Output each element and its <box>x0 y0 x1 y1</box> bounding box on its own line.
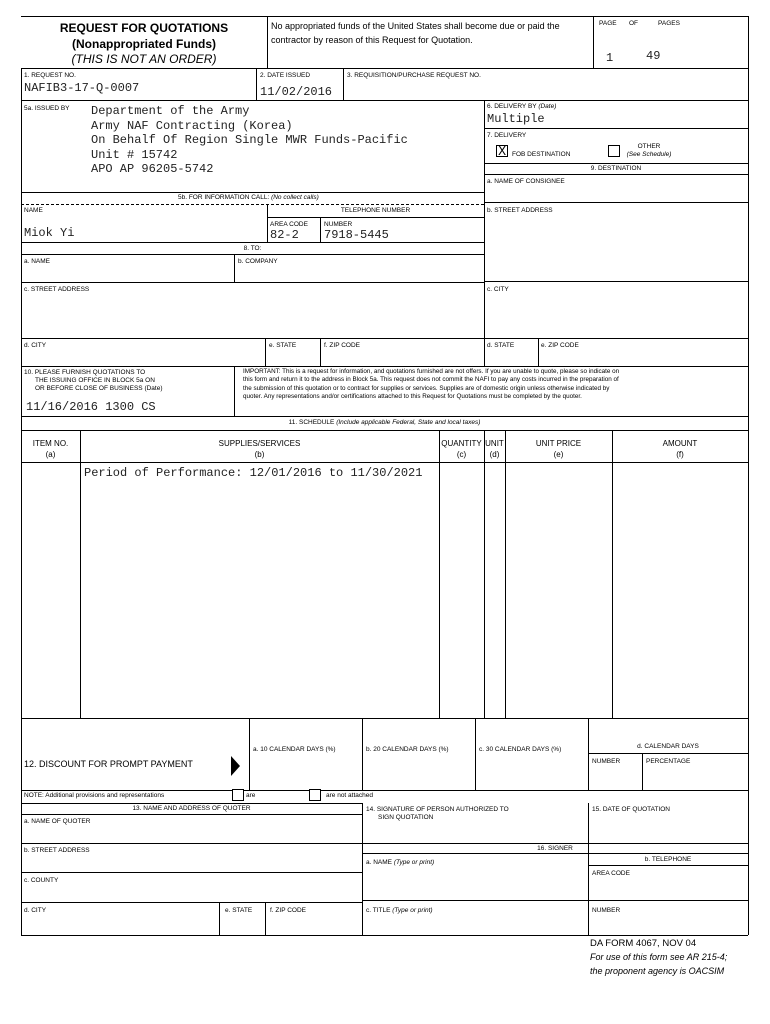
discount-percentage-label: PERCENTAGE <box>646 758 691 765</box>
other-label: OTHER <box>637 143 661 150</box>
col-amount <box>612 438 748 460</box>
schedule-label <box>21 419 748 427</box>
form-subtitle: (Nonappropriated Funds) <box>72 37 216 51</box>
important-notice: IMPORTANT: This is a request for information, and quotations furnished are not offers. If you are unable to quote, please so indicate on this form and return it to the address in Block 5a. This request does not commit the NAFI to pay any costs incurred in the preparation of the submission of this quotation or to contract for supplies or services. Supplies are of domestic origin unless otherwise indicated by quoter. Any representations and/or certifications attached to this Request for Quotations must be completed by the quoter. <box>243 368 620 400</box>
quote-due-date[interactable]: 11/16/2016 1300 CS <box>26 400 156 414</box>
discount-number-label: NUMBER <box>592 758 621 765</box>
discount-10-days-label: a. 10 CALENDAR DAYS (%) <box>253 746 336 753</box>
date-of-quotation-label: 15. DATE OF QUOTATION <box>592 806 671 813</box>
quoter-state-label: e. STATE <box>225 907 253 914</box>
provisions-not-attached-label: are not attached <box>326 792 373 799</box>
furnish-quotes-line: THE ISSUING OFFICE IN BLOCK 5a ON <box>35 377 155 384</box>
col-unit-price <box>505 438 612 460</box>
dest-street-label: b. STREET ADDRESS <box>487 207 553 214</box>
signer-title-label <box>366 907 433 915</box>
schedule-line-item[interactable]: Period of Performance: 12/01/2016 to 11/30/2021 <box>84 466 423 480</box>
signer-title-text: c. TITLE <box>366 907 391 914</box>
provisions-not-attached-checkbox[interactable] <box>309 789 321 801</box>
info-call-text: 5b. FOR INFORMATION CALL: <box>178 194 270 201</box>
col-sub: (c) <box>456 450 467 459</box>
destination-label: 9. DESTINATION <box>590 165 642 172</box>
page-number[interactable]: 1 <box>606 51 614 65</box>
col-title: SUPPLIES/SERVICES <box>218 439 301 448</box>
form-agency-note: the proponent agency is OACSIM <box>590 966 725 976</box>
to-label: 8. TO: <box>243 245 262 252</box>
col-sub: (a) <box>45 450 56 459</box>
area-code-label: AREA CODE <box>270 221 308 228</box>
consignee-label: a. NAME OF CONSIGNEE <box>487 178 565 185</box>
col-sub: (f) <box>676 450 684 459</box>
issued-by-address[interactable] <box>91 104 408 177</box>
to-state-label: e. STATE <box>269 342 297 349</box>
request-no-value[interactable]: NAFIB3-17-Q-0007 <box>24 81 140 95</box>
schedule-note: (Include applicable Federal, State and local taxes) <box>336 419 481 426</box>
col-supplies <box>80 438 439 460</box>
phone-number-value[interactable]: 7918-5445 <box>324 228 389 242</box>
to-name-label: a. NAME <box>24 258 51 265</box>
area-code-value[interactable]: 82-2 <box>270 228 299 242</box>
quoter-section-label: 13. NAME AND ADDRESS OF QUOTER <box>132 805 251 812</box>
quoter-city-label: d. CITY <box>24 907 47 914</box>
form-number: DA FORM 4067, NOV 04 <box>590 938 697 949</box>
col-sub: (d) <box>489 450 500 459</box>
issued-by-line: Army NAF Contracting (Korea) <box>91 118 293 133</box>
delivery-label: 7. DELIVERY <box>487 132 527 139</box>
signature-label <box>366 806 509 822</box>
col-title: ITEM NO. <box>32 439 69 448</box>
signer-area-code-label: AREA CODE <box>592 870 630 877</box>
col-sub: (e) <box>553 450 564 459</box>
furnish-quotes-line: 10. PLEASE FURNISH QUOTATIONS TO <box>24 369 146 376</box>
col-title: UNIT PRICE <box>535 439 582 448</box>
note-label: NOTE: Additional provisions and representations <box>24 792 165 799</box>
form-title: REQUEST FOR QUOTATIONS <box>59 21 229 35</box>
dest-state-label: d. STATE <box>487 342 515 349</box>
col-unit <box>484 438 505 460</box>
discount-calendar-days-label: d. CALENDAR DAYS <box>637 743 699 750</box>
pages-label: PAGES <box>658 20 680 27</box>
to-city-label: d. CITY <box>24 342 47 349</box>
other-note: (See Schedule) <box>626 151 672 158</box>
col-sub: (b) <box>254 450 265 459</box>
requisition-label: 3. REQUISITION/PURCHASE REQUEST NO. <box>347 72 481 79</box>
signature-line: 14. SIGNATURE OF PERSON AUTHORIZED TO <box>366 806 509 813</box>
signer-name-note: (Type or print) <box>393 859 435 866</box>
other-delivery-checkbox[interactable] <box>608 145 620 157</box>
provisions-are-label: are <box>246 792 256 799</box>
delivery-by-value[interactable]: Multiple <box>487 112 545 126</box>
date-issued-value[interactable]: 11/02/2016 <box>260 85 333 99</box>
not-an-order-note: (THIS IS NOT AN ORDER) <box>71 52 217 66</box>
phone-number-label: NUMBER <box>324 221 353 228</box>
signer-label: 16. SIGNER <box>537 845 573 852</box>
signer-name-label <box>366 859 434 867</box>
to-zip-label: f. ZIP CODE <box>324 342 360 349</box>
col-item-no <box>21 438 80 460</box>
issued-by-line: On Behalf Of Region Single MWR Funds-Pacific <box>91 133 408 147</box>
discount-label: 12. DISCOUNT FOR PROMPT PAYMENT <box>24 759 193 769</box>
contact-name-value[interactable]: Miok Yi <box>24 226 75 240</box>
signer-telephone-label: b. TELEPHONE <box>644 856 692 863</box>
contact-name-label: NAME <box>24 207 43 214</box>
furnish-quotes-line: OR BEFORE CLOSE OF BUSINESS (Date) <box>35 385 163 392</box>
date-issued-label: 2. DATE ISSUED <box>260 72 311 79</box>
delivery-by-label <box>487 103 556 111</box>
col-title: AMOUNT <box>662 439 698 448</box>
request-no-label: 1. REQUEST NO. <box>24 72 76 79</box>
dest-zip-label: e. ZIP CODE <box>541 342 579 349</box>
form-use-note: For use of this form see AR 215-4; <box>590 952 728 962</box>
issued-by-line: APO AP 96205-5742 <box>91 162 214 176</box>
page-label: PAGE <box>599 20 617 27</box>
funds-notice: No appropriated funds of the United States shall become due or paid the contractor by reason of this Request for Quotation. <box>271 21 560 45</box>
quoter-county-label: c. COUNTY <box>24 877 59 884</box>
delivery-by-note: (Date) <box>538 103 557 110</box>
telephone-label: TELEPHONE NUMBER <box>340 207 411 214</box>
col-title: QUANTITY <box>441 439 482 448</box>
check-mark: X <box>498 144 507 158</box>
to-company-label: b. COMPANY <box>238 258 278 265</box>
fob-destination-label: FOB DESTINATION <box>512 151 571 158</box>
signer-title-note: (Type or print) <box>392 907 433 914</box>
signature-line: SIGN QUOTATION <box>378 814 434 821</box>
quoter-street-label: b. STREET ADDRESS <box>24 847 90 854</box>
issued-by-line: Unit # 15742 <box>91 147 178 162</box>
col-quantity <box>439 438 484 460</box>
issued-by-label: 5a. ISSUED BY <box>24 105 70 112</box>
fob-destination-checkbox[interactable] <box>496 145 508 157</box>
info-call-note: (No collect calls) <box>271 194 319 201</box>
provisions-are-checkbox[interactable] <box>232 789 244 801</box>
dest-city-label: c. CITY <box>487 286 509 293</box>
total-pages[interactable]: 49 <box>646 49 661 63</box>
quoter-zip-label: f. ZIP CODE <box>270 907 306 914</box>
issued-by-line: Department of the Army <box>91 104 250 118</box>
discount-20-days-label: b. 20 CALENDAR DAYS (%) <box>366 746 449 753</box>
quoter-name-label: a. NAME OF QUOTER <box>24 818 91 825</box>
schedule-text: 11. SCHEDULE <box>288 419 335 426</box>
to-street-label: c. STREET ADDRESS <box>24 286 90 293</box>
delivery-by-text: 6. DELIVERY BY <box>487 103 537 110</box>
info-call-label <box>178 194 319 202</box>
signer-number-label: NUMBER <box>592 907 621 914</box>
col-title: UNIT <box>485 439 504 448</box>
of-label: OF <box>629 20 639 27</box>
signer-name-text: a. NAME <box>366 859 393 866</box>
discount-30-days-label: c. 30 CALENDAR DAYS (%) <box>479 746 562 753</box>
furnish-quotes-label <box>24 369 163 393</box>
arrow-right-icon <box>231 756 240 776</box>
